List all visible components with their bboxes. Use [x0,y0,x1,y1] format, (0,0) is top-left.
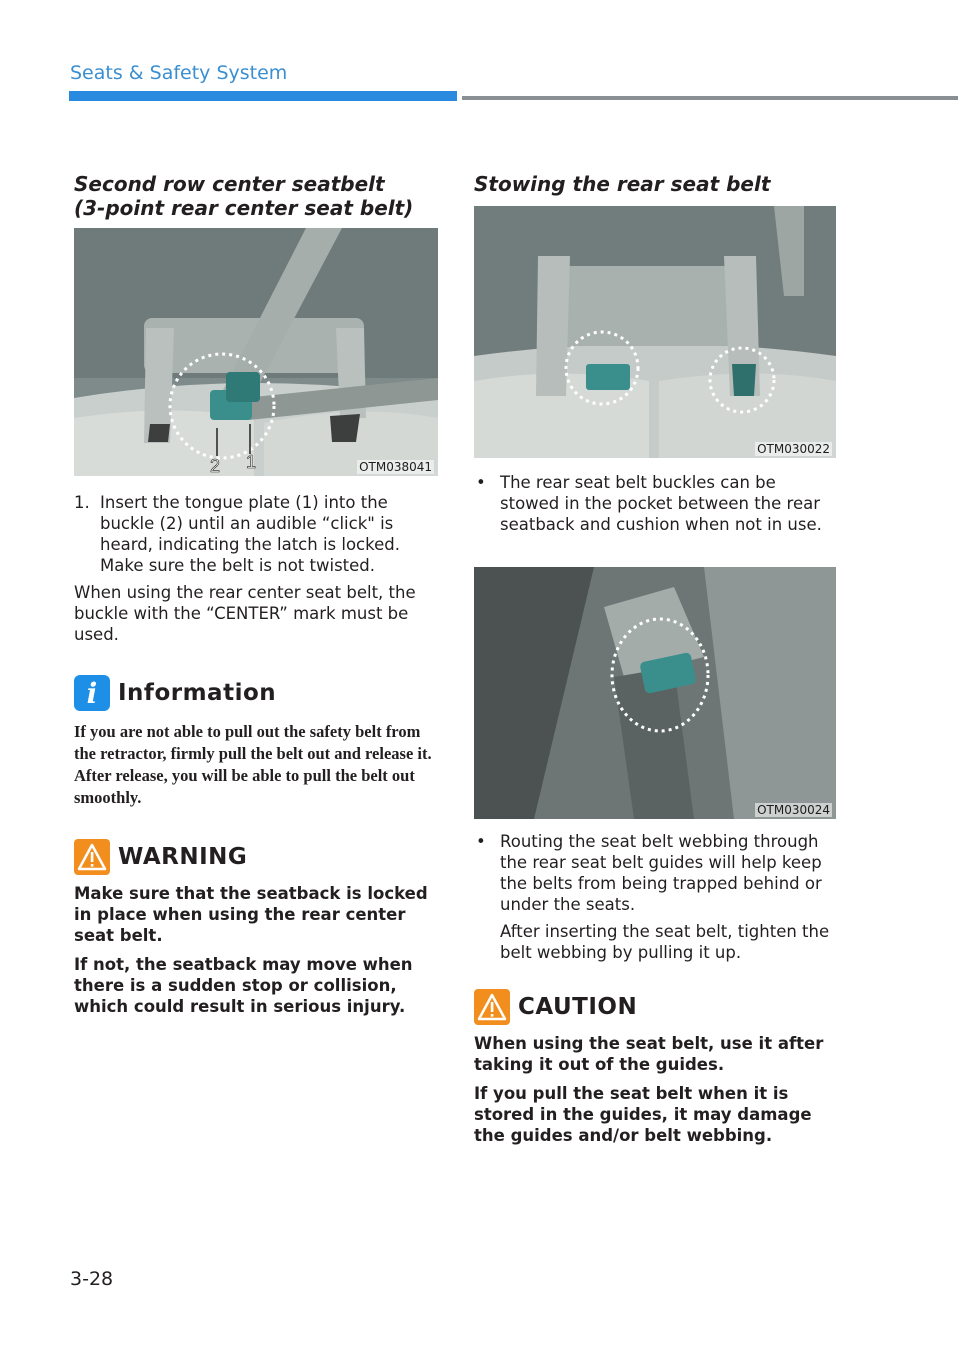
bullet-marker: • [476,473,486,492]
header-rule [462,96,958,100]
stowing-figure [474,206,836,458]
center-mark-note: When using the rear center seat belt, the buckle with the “CENTER” mark must be used. [74,583,416,644]
center-seatbelt-heading: Second row center seatbelt (3-point rear center seat belt) [74,172,414,220]
left-column [74,172,438,1017]
warning-icon [74,839,110,875]
caution-text-1: When using the seat belt, use it after taking it out of the guides. [474,1034,824,1074]
caution-text-2: If you pull the seat belt when it is stored in the guides, it may damage the guides and/or belt webbing. [474,1084,812,1145]
stowed-buckles-illustration [474,206,836,458]
bullet-text: The rear seat belt buckles can be stowed in the pocket between the rear seatback and cushion when not in use. [500,473,822,534]
belt-guide-illustration [474,567,836,819]
warning-icon [474,989,510,1025]
information-box [74,675,438,809]
seatbelt-buckle-illustration [74,228,438,476]
step-text: Insert the tongue plate (1) into the buckle (2) until an audible “click" is heard, indicating the latch is locked. Make sure the belt is not twisted. [100,493,400,575]
warning-box [74,839,438,1017]
callout-2: 2 [210,456,221,476]
figure-caption: OTM030022 [757,442,830,456]
instruction-step-1 [74,492,438,576]
center-seatbelt-figure [74,228,438,476]
callout-1: 1 [246,452,257,472]
information-label: Information [118,680,277,706]
warning-text-2: If not, the seatback may move when there is a sudden stop or collision, which could result in serious injury. [74,955,413,1016]
belt-guide-figure [474,567,836,819]
bullet-belt-guides [474,831,838,963]
warning-text-1: Make sure that the seatback is locked in place when using the rear center seat belt. [74,884,428,945]
bullet-text: Routing the seat belt webbing through the rear seat belt guides will help keep the belts from being trapped behind or under the seats. [500,832,822,914]
stowing-heading: Stowing the rear seat belt [474,172,771,196]
step-number: 1. [74,493,90,512]
info-icon: i [74,675,110,711]
bullet-subtext: After inserting the seat belt, tighten the belt webbing by pulling it up. [500,922,830,962]
figure-caption: OTM038041 [359,460,432,474]
warning-label: WARNING [118,844,248,870]
information-text: If you are not able to pull out the safety belt from the retractor, firmly pull the belt out and release it. After release, you will be able to pull the belt out smoothly. [74,722,432,807]
caution-label: CAUTION [518,994,638,1020]
page-number: 3-28 [70,1268,114,1290]
right-column [474,172,838,1146]
header-rule-accent [69,91,457,101]
caution-box [474,989,838,1146]
bullet-stow-buckles [474,472,838,535]
bullet-marker: • [476,832,486,851]
section-title: Seats & Safety System [70,62,288,84]
figure-caption: OTM030024 [757,803,830,817]
